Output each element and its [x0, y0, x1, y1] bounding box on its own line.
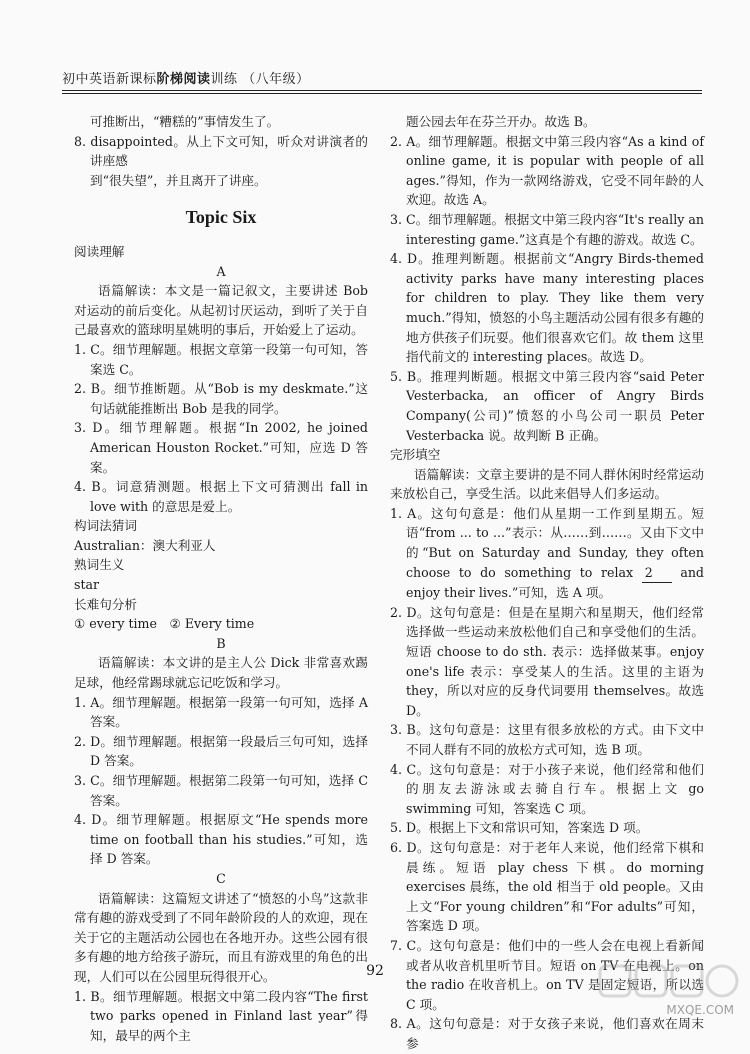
cloze-answer-5: 5. D。根据上下文和常识可知，答案选 D 项。 [390, 820, 649, 836]
intro-line: 可推断出，“糟糕的”事情发生了。 [90, 114, 280, 129]
cloze-answer-1 [390, 504, 704, 603]
cloze-blank-number: 2 [642, 563, 672, 584]
part-a-answer-2: 2. B。细节推断题。从“Bob is my deskmate.”这句话就能推断出 Bob 是我的同学。 [74, 381, 368, 416]
part-a-label: A [216, 263, 226, 279]
header-rule [62, 90, 702, 91]
cloze-answer-8: 8. A。这句句意是：对于女孩子来说，他们喜欢在周末参 [390, 1016, 704, 1051]
cloze-answer-4: 4. C。这句句意是：对于小孩子来说，他们经常和他们的朋友去游泳或去骑自行车。根据上文 go swimming 可知，答案选 C 项。 [390, 761, 704, 816]
running-header [62, 68, 310, 87]
part-c-answer-4: 4. D。推理判断题。根据前文“Angry Birds-themed activity parks have many interesting places for children to play. They like them very much.”得知，愤怒的小鸟主题活动公园有很多有趣的地方供孩子们玩耍。他们很喜欢它们。故 them 这里指代前文的 interesting places。故选 D。 [390, 251, 704, 365]
cloze-answer-2: 2. D。这句句意是：但是在星期六和星期天，他们经常选择做一些运动来放松他们自己和享受他们的生活。短语 choose to do sth. 表示：选择做某事。enjoy one's life 表示：享受某人的生活。这里的主语为 they，所以对应的反身代词要用 themselves。故选 D。 [390, 604, 704, 718]
section-reading-label: 阅读理解 [74, 243, 125, 259]
wordform-label: 构词法猜词 [74, 518, 137, 534]
part-b-summary: 语篇解读：本文讲的是主人公 Dick 非常喜欢踢足球，他经常踢球就忘记吃饭和学习。 [74, 655, 368, 691]
long-sentence-label: 长难句分析 [74, 596, 137, 612]
cloze-summary: 语篇解读：文章主要讲的是不同人群休闲时经常运动来放松自己，享受生活。以此来倡导人们多运动。 [390, 466, 704, 502]
part-c-answer-1: 1. B。细节理解题。根据文中第二段内容“The first two parks opened in Finland last year”得知，最早的两个主 [74, 988, 368, 1043]
part-b-answer-2: 2. D。细节理解题。根据第一段最后三句可知，选择 D 答案。 [74, 733, 368, 769]
part-b-answer-4: 4. D。细节理解题。根据原文“He spends more time on football than his studies.”可知，选择 D 答案。 [74, 812, 368, 867]
cloze-answer-3: 3. B。这句句意是：这里有很多放松的方式。由下文中不同人群有不同的放松方式可知，选 B 项。 [390, 722, 704, 757]
header-title-suffix: 训练 （八年级） [210, 72, 310, 87]
cloze-answer-1-text: 1. A。这句句意是：他们从星期一工作到星期五。短语“from ... to ...”表示：从……到……。又由下文中的“But on Saturday and Sunday, they often choose to do something to relax [390, 505, 704, 580]
part-c-answer-5: 5. B。推理判断题。根据文中第三段内容“said Peter Vesterbacka, an officer of Angry Birds Company(公司)”愤怒的小鸟公司一职员 Peter Vesterbacka 说。故判断 B 正确。 [390, 368, 704, 443]
header-title-prefix: 初中英语新课标 [62, 72, 157, 87]
left-column [74, 112, 368, 1045]
answer-8-line2: 到“很失望”，并且离开了讲座。 [90, 172, 267, 188]
header-title-bold: 阶梯阅读 [156, 72, 211, 87]
part-c-answer-1-continued: 题公园去年在芬兰开办。故选 B。 [406, 114, 596, 129]
part-a-answer-3: 3. D。细节理解题。根据“In 2002, he joined American Houston Rocket.”可知，应选 D 答案。 [74, 420, 368, 475]
familiar-value: star [74, 577, 100, 593]
part-c-summary: 语篇解读：这篇短文讲述了“愤怒的小鸟”这款非常有趣的游戏受到了不同年龄阶段的人的欢迎，现在关于它的主题活动公园也在各地开办。这些公园有很多有趣的地方给孩子游玩，而且有游戏里的角色的出现，人们可以在公园里玩得很开心。 [74, 890, 368, 984]
cloze-answer-6: 6. D。这句句意是：对于老年人来说，他们经常下棋和晨练。短语 play chess 下棋。do morning exercises 晨练，the old 相当于 old people。又由上文“For young children”和“For adults”可知，答案选 D 项。 [390, 839, 704, 934]
part-b-answer-1: 1. A。细节理解题。根据第一段第一句可知，选择 A 答案。 [74, 694, 368, 730]
cloze-answer-7: 7. C。这句句意是：他们中的一些人会在电视上看新闻或者从收音机里听节目。短语 on TV 在电视上。on the radio 在收音机上。on TV 是固定短语，所以选 C 项。 [390, 937, 704, 1012]
part-b-label: B [216, 635, 226, 651]
cloze-answer-1-text-end: and enjoy their lives.”可知，选 A 项。 [406, 564, 704, 601]
section-cloze-label: 完形填空 [390, 447, 441, 463]
answer-8-line1: 8. disappointed。从上下文可知，听众对讲演者的讲座感 [74, 133, 368, 169]
page-number: 92 [366, 963, 384, 979]
part-a-answer-1: 1. C。细节理解题。根据文章第一段第一句可知，答案选 C。 [74, 341, 368, 377]
part-c-answer-3: 3. C。细节理解题。根据文中第三段内容“It's really an interesting game.”这真是个有趣的游戏。故选 C。 [390, 211, 704, 247]
wordform-value: Australian：澳大利亚人 [74, 537, 216, 553]
part-a-answer-4: 4. B。词意猜测题。根据上下文可猜测出 fall in love with 的意思是爱上。 [74, 479, 368, 514]
part-c-answer-2: 2. A。细节理解题。根据文中第三段内容“As a kind of online game, it is popular with people of all ages.”得知，作为一款网络游戏，它受不同年龄的人欢迎。故选 A。 [390, 133, 704, 208]
familiar-label: 熟词生义 [74, 557, 125, 573]
part-c-label: C [216, 870, 226, 886]
part-a-summary: 语篇解读：本文是一篇记叙文，主要讲述 Bob 对运动的前后变化。从起初讨厌运动，到听了关于自己最喜欢的篮球明星姚明的事后，开始爱上了运动。 [74, 283, 368, 338]
right-column [390, 112, 704, 1054]
topic-title: Topic Six [185, 207, 257, 228]
header-rule-secondary [62, 93, 702, 94]
long-sentence-value: ① every time ② Every time [74, 616, 255, 632]
watermark-text: MXQE.COM [666, 1003, 734, 1017]
part-b-answer-3: 3. C。细节理解题。根据第二段第一句可知，选择 C 答案。 [74, 773, 368, 808]
